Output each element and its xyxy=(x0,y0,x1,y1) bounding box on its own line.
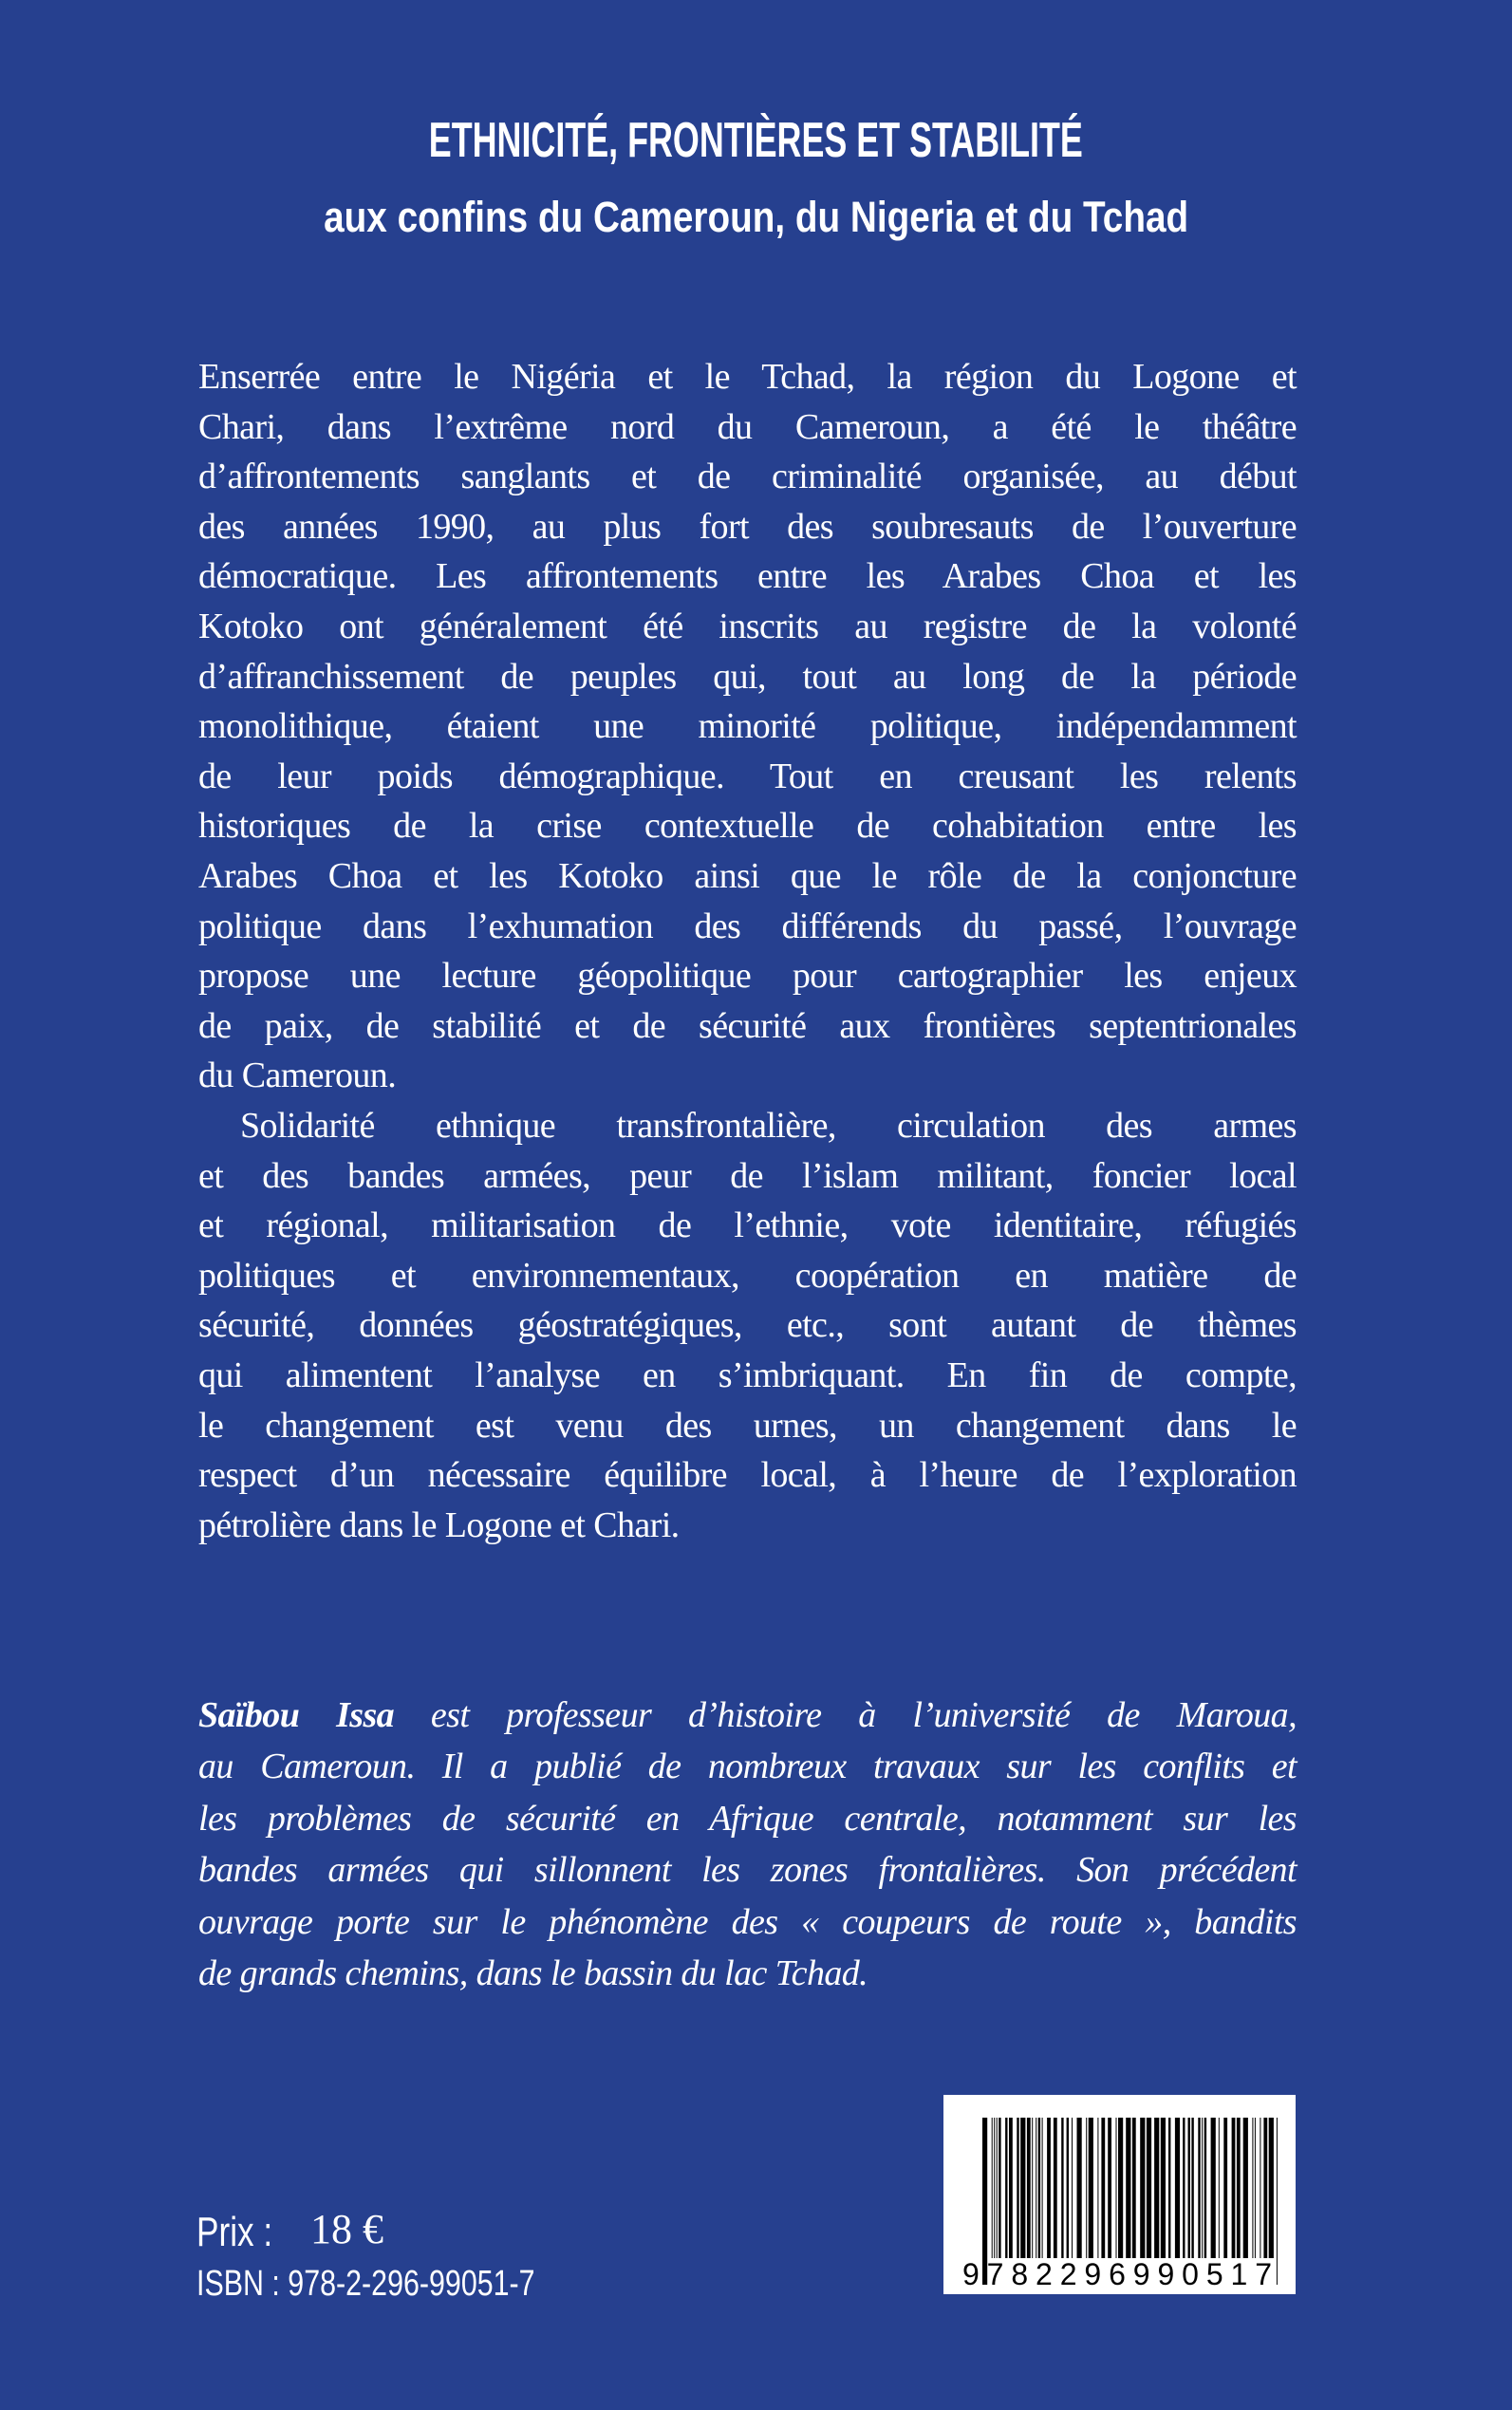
barcode-bar xyxy=(1042,2118,1043,2258)
barcode-bar xyxy=(1116,2118,1117,2258)
book-subtitle-text: aux confins du Cameroun, du Nigeria et du Tchad xyxy=(324,193,1188,241)
barcode-bar xyxy=(1072,2118,1073,2258)
barcode-bar xyxy=(1269,2118,1274,2258)
author-name: Saïbou Issa xyxy=(198,1695,395,1735)
summary-line: et des bandes armées, peur de l’islam militant, foncier local xyxy=(198,1155,1297,1196)
barcode-graphic xyxy=(943,2095,1296,2294)
barcode-bar xyxy=(1086,2118,1087,2258)
price-value: 18 € xyxy=(310,2206,383,2252)
barcode-bar xyxy=(1154,2118,1159,2258)
summary-line: du Cameroun. xyxy=(198,1056,397,1096)
summary-line: pétrolière dans le Logone et Chari. xyxy=(198,1504,680,1545)
barcode-bar xyxy=(1020,2118,1025,2258)
barcode-bar xyxy=(1263,2118,1267,2258)
barcode-bar xyxy=(1277,2118,1278,2285)
barcode-bar xyxy=(1232,2118,1236,2258)
summary-line: démocratique. Les affrontements entre les Arabes Choa et les xyxy=(198,556,1297,597)
bio-line: de grands chemins, dans le bassin du lac Tchad. xyxy=(198,1953,868,1993)
barcode-bar xyxy=(1223,2118,1227,2258)
barcode-bar xyxy=(1140,2118,1145,2258)
barcode-bar xyxy=(1175,2118,1180,2258)
summary-line: propose une lecture géopolitique pour cartographier les enjeux xyxy=(198,956,1297,997)
summary-line: Kotoko ont généralement été inscrits au registre de la volonté xyxy=(198,607,1297,646)
summary-line: respect d’un nécessaire équilibre local, à l’heure de l’exploration xyxy=(198,1455,1297,1496)
barcode-bar xyxy=(1005,2118,1007,2258)
barcode-bar xyxy=(1047,2118,1051,2258)
book-title-text: ETHNICITÉ, FRONTIÈRES ET STABILITÉ xyxy=(428,113,1084,168)
barcode-bar xyxy=(1108,2118,1111,2258)
summary-line: d’affrontements sanglants et de criminalité organisée, au début xyxy=(198,457,1297,497)
summary-line: politiques et environnementaux, coopération en matière de xyxy=(198,1255,1297,1296)
summary-line: et régional, militarisation de l’ethnie, vote identitaire, réfugiés xyxy=(198,1205,1297,1246)
barcode xyxy=(943,2095,1296,2294)
barcode-bar xyxy=(1027,2118,1031,2258)
summary-line: le changement est venu des urnes, un changement dans le xyxy=(198,1405,1297,1446)
price xyxy=(196,2206,383,2256)
summary-line: des années 1990, au plus fort des soubresauts de l’ouverture xyxy=(198,506,1297,547)
summary-line: Enserrée entre le Nigéria et le Tchad, la région du Logone et xyxy=(198,357,1297,397)
barcode-bar xyxy=(1032,2118,1033,2258)
barcode-bar xyxy=(1188,2118,1190,2258)
barcode-bar xyxy=(1219,2118,1220,2258)
barcode-bar xyxy=(1054,2118,1057,2258)
barcode-bar xyxy=(1202,2118,1203,2258)
barcode-bar xyxy=(1118,2118,1123,2258)
barcode-bar xyxy=(1252,2118,1253,2258)
isbn: ISBN : 978-2-296-99051-7 xyxy=(196,2264,535,2304)
barcode-bar xyxy=(1038,2118,1040,2258)
summary-line: de leur poids démographique. Tout en creusant les relents xyxy=(198,756,1297,796)
barcode-bar xyxy=(992,2118,993,2258)
barcode-bar xyxy=(1211,2118,1216,2258)
summary-line: politique dans l’exhumation des différends du passé, l’ouvrage xyxy=(198,906,1297,946)
barcode-digits: 9782296990517 xyxy=(962,2257,1272,2291)
bio-line: au Cameroun. Il a publié de nombreux travaux sur les conflits et xyxy=(198,1747,1297,1787)
summary-line: sécurité, données géostratégiques, etc., sont autant de thèmes xyxy=(198,1305,1297,1346)
barcode-bar xyxy=(997,2118,998,2258)
barcode-bar xyxy=(1204,2118,1206,2258)
summary-line: monolithique, étaient une minorité politique, indépendamment xyxy=(198,706,1297,747)
barcode-bar xyxy=(1101,2118,1105,2258)
barcode-bar xyxy=(1191,2118,1193,2258)
barcode-bar xyxy=(1089,2118,1093,2258)
barcode-bar xyxy=(994,2118,995,2258)
bio-line: bandes armées qui sillonnent les zones frontalières. Son précédent xyxy=(198,1850,1297,1891)
barcode-bar xyxy=(1017,2118,1018,2258)
barcode-bar xyxy=(1147,2118,1151,2258)
bio-text: est professeur d’histoire à l’université de Maroua, xyxy=(394,1695,1297,1735)
barcode-bar xyxy=(1168,2118,1170,2258)
book-subtitle xyxy=(0,193,1512,242)
summary-line: d’affranchissement de peuples qui, tout au long de la période xyxy=(198,656,1297,697)
summary-line: qui alimentent l’analyse en s’imbriquant. En fin de compte, xyxy=(198,1355,1297,1395)
summary-line: de paix, de stabilité et de sécurité aux frontières septentrionales xyxy=(198,1005,1297,1046)
bio-line: ouvrage porte sur le phénomène des « coupeurs de route », bandits xyxy=(198,1901,1297,1942)
summary-line: historiques de la crise contextuelle de cohabitation entre les xyxy=(198,806,1297,847)
summary-line: Arabes Choa et les Kotoko ainsi que le rôle de la conjoncture xyxy=(198,856,1297,896)
barcode-bar xyxy=(1009,2118,1013,2258)
barcode-bar xyxy=(1132,2118,1136,2258)
barcode-bar xyxy=(1077,2118,1082,2258)
barcode-bar xyxy=(1237,2118,1241,2258)
barcode-bar xyxy=(999,2118,1000,2258)
barcode-bar xyxy=(1183,2118,1185,2258)
barcode-bar xyxy=(1198,2118,1200,2258)
summary-line: Solidarité ethnique transfrontalière, circulation des armes xyxy=(240,1106,1297,1146)
barcode-bar xyxy=(1126,2118,1130,2258)
barcode-bar xyxy=(1097,2118,1098,2258)
barcode-bar xyxy=(1067,2118,1069,2258)
barcode-bar xyxy=(1161,2118,1166,2258)
barcode-bar xyxy=(1255,2118,1256,2258)
summary-line: Chari, dans l’extrême nord du Cameroun, a été le théâtre xyxy=(198,406,1297,447)
price-label: Prix : xyxy=(196,2209,273,2255)
bio-line: les problèmes de sécurité en Afrique centrale, notamment sur les xyxy=(198,1798,1297,1839)
barcode-bar xyxy=(1061,2118,1063,2258)
book-title xyxy=(0,112,1512,169)
bio-line xyxy=(198,1691,1297,1740)
barcode-bar xyxy=(1243,2118,1248,2258)
